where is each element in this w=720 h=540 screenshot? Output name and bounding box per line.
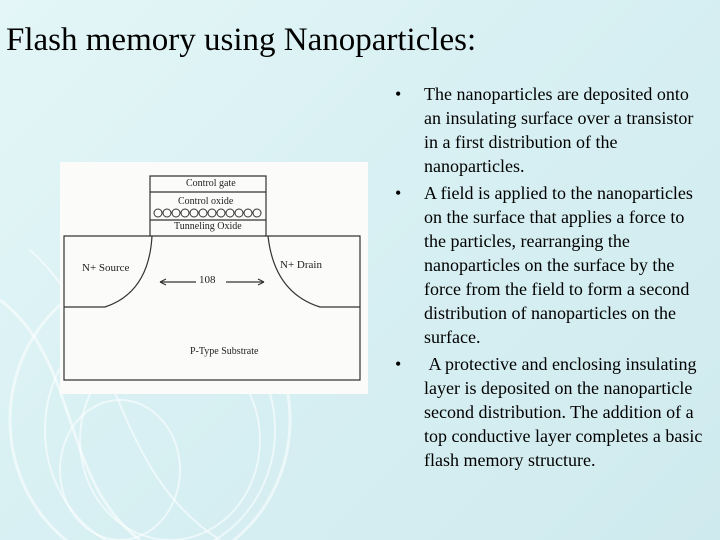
- bullet-item: [392, 181, 710, 349]
- source-label: N+ Source: [82, 262, 130, 274]
- bullet-text: A field is applied to the nanoparticles on the surface that applies a force to the particles, rearranging the nanoparticles on the surface by the force from the field to form a second distribution of nanoparticles on the surface.: [424, 183, 693, 347]
- bullet-marker: •: [395, 84, 402, 104]
- bullet-item: [392, 352, 710, 472]
- control-oxide-label: Control oxide: [178, 196, 234, 207]
- control-gate-label: Control gate: [186, 178, 236, 189]
- drain-label: N+ Drain: [280, 259, 322, 271]
- flash-memory-cross-section-diagram: [60, 162, 368, 394]
- tunneling-oxide-label: Tunneling Oxide: [174, 221, 242, 232]
- bullet-item: [392, 82, 710, 178]
- substrate-label: P-Type Substrate: [190, 346, 259, 357]
- bullet-marker: •: [395, 354, 402, 374]
- drain-region-curve: [268, 236, 360, 307]
- slide-title: Flash memory using Nanoparticles:: [6, 22, 477, 58]
- bullet-list: [392, 82, 710, 475]
- bullet-marker: •: [395, 183, 402, 203]
- nanoparticle-row: [154, 209, 261, 217]
- bullet-text: The nanoparticles are deposited onto an insulating surface over a transistor in a first distribution of the nanoparticles.: [424, 84, 694, 176]
- channel-length-label: 108: [199, 274, 216, 286]
- bullet-text: A protective and enclosing insulating layer is deposited on the nanoparticle second distribution. The addition of a top conductive layer completes a basic flash memory structure.: [424, 354, 707, 470]
